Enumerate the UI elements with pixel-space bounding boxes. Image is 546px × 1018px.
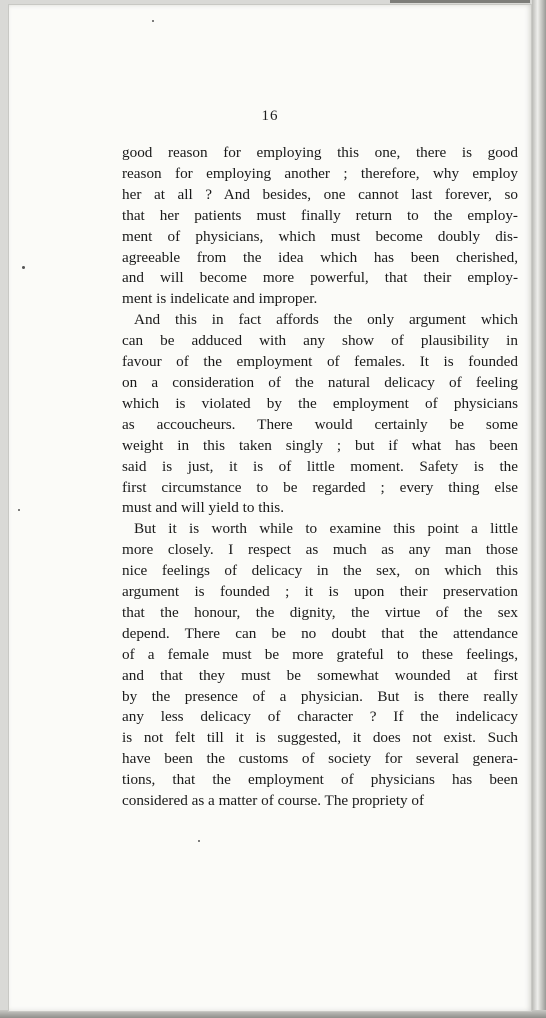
text-line: which is violated by the employment of physicians <box>122 394 518 412</box>
text-line: must and will yield to this. <box>122 499 284 517</box>
text-line: favour of the employment of females. It is founded <box>122 353 518 371</box>
text-line: agreeable from the idea which has been cherished, <box>122 248 518 266</box>
text-line: first circumstance to be regarded ; every thing else <box>122 478 518 496</box>
text-line: that her patients must finally return to the employ- <box>122 206 518 224</box>
text-line: have been the customs of society for several genera- <box>122 750 518 768</box>
text-line: nice feelings of delicacy in the sex, on which this <box>122 562 518 580</box>
text-line: is not felt till it is suggested, it does not exist. Such <box>122 729 518 747</box>
text-line: good reason for employing this one, there is good <box>122 144 518 161</box>
text-line: on a consideration of the natural delicacy of feeling <box>122 373 518 391</box>
text-line: and will become more powerful, that their employ- <box>122 269 518 287</box>
paragraph <box>122 310 518 519</box>
text-line: weight in this taken singly ; but if what has been <box>122 436 518 454</box>
text-line: considered as a matter of course. The propriety of <box>122 792 425 810</box>
paragraph-container <box>122 143 518 812</box>
ink-speck <box>152 20 154 22</box>
text-line: And this in fact affords the only argument which <box>134 311 518 329</box>
text-line: argument is founded ; it is upon their preservation <box>122 583 518 601</box>
ink-speck <box>18 509 20 511</box>
text-line: can be adduced with any show of plausibility in <box>122 332 518 350</box>
text-line: reason for employing another ; therefore, why employ <box>122 164 518 182</box>
text-line: any less delicacy of character ? If the indelicacy <box>122 708 518 726</box>
text-line: that the honour, the dignity, the virtue of the sex <box>122 603 518 621</box>
text-line: ment is indelicate and improper. <box>122 290 318 308</box>
text-line: her at all ? And besides, one cannot last forever, so <box>122 185 518 203</box>
text-line: and that they must be somewhat wounded at first <box>122 666 518 684</box>
text-line: by the presence of a physician. But is there really <box>122 687 518 705</box>
text-line: as accoucheurs. There would certainly be some <box>122 415 518 433</box>
paragraph <box>122 519 518 812</box>
text-line: But it is worth while to examine this point a little <box>134 520 518 538</box>
page-right-edge <box>532 0 546 1018</box>
text-line: tions, that the employment of physicians has been <box>122 771 518 789</box>
paragraph <box>122 143 518 310</box>
text-line: more closely. I respect as much as any man those <box>122 541 518 559</box>
text-line: said is just, it is of little moment. Safety is the <box>122 457 518 475</box>
book-page <box>8 4 532 1012</box>
text-line: of a female must be more grateful to these feelings, <box>122 645 518 663</box>
ink-speck <box>198 840 200 842</box>
page-number: 16 <box>261 108 279 124</box>
ink-speck <box>22 266 25 269</box>
page-top-edge <box>390 0 530 3</box>
text-line: depend. There can be no doubt that the attendance <box>122 624 518 642</box>
text-line: ment of physicians, which must become doubly dis- <box>122 227 518 245</box>
body-text <box>122 143 518 812</box>
